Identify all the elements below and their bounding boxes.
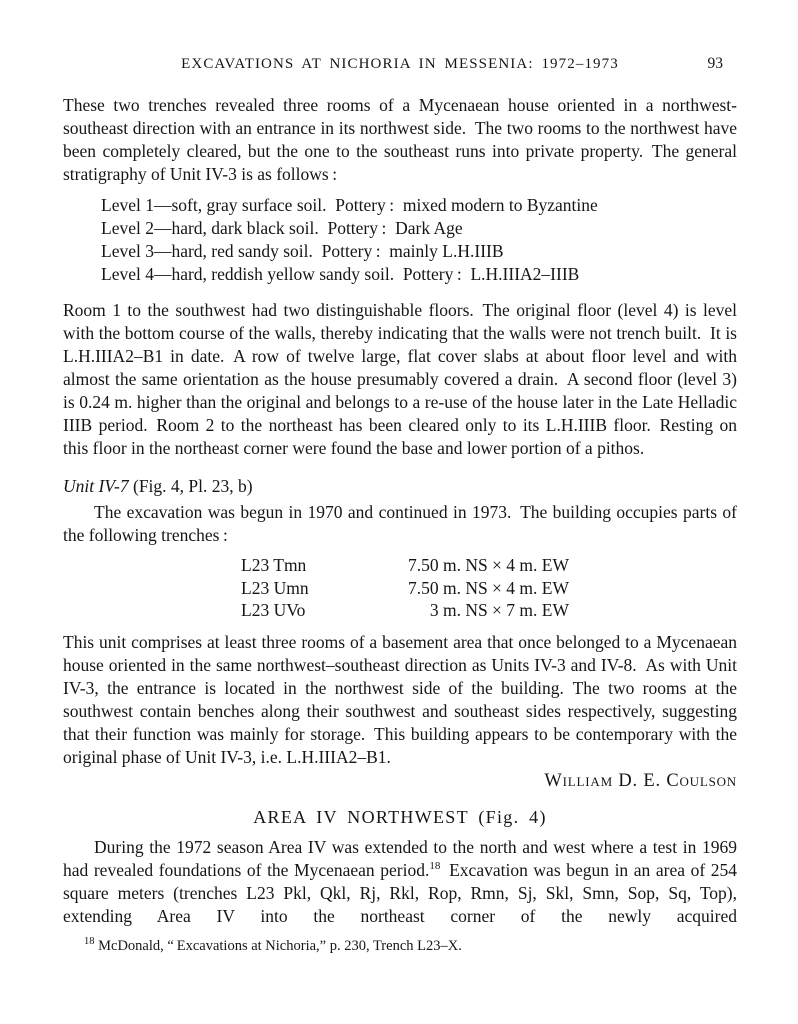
page-content: [63, 55, 737, 956]
paragraph-area-northwest: [63, 836, 737, 928]
trench-name: L23 UVo: [241, 600, 306, 620]
paragraph-area-text-continued: Excavation was begun in an area of 254 square meters (trenches L23 Pkl, Qkl, Rj, Rkl, Rop, Rmn, Sj, Skl, Smn, Sop, Sq, Top), extending Area IV into the northeast corner of the newly acquired: [63, 859, 737, 926]
table-row: [241, 577, 737, 600]
list-item-level-1: Level 1—soft, gray surface soil. Pottery : mixed modern to Byzantine: [101, 195, 598, 215]
author-signature: William D. E. Coulson: [544, 770, 737, 791]
section-heading: AREA IV NORTHWEST (Fig. 4): [253, 806, 547, 827]
unit-figure-reference: (Fig. 4, Pl. 23, b): [128, 476, 253, 496]
trench-table: [241, 554, 737, 622]
paragraph-unit-description: This unit comprises at least three rooms of a basement area that once belonged to a Mycenaean house oriented in the same northwest–southeast direction as Units IV-3 and IV-8. As with Unit IV-3, the entrance is located in the northwest side of the building. The two rooms at the southwest contain benches along their southwest and southeast sides respectively, suggesting that their function was mainly for storage. This building appears to be contemporary with the original phase of Unit IV-3, i.e. L.H.IIIA2–B1.: [63, 631, 737, 767]
running-title: EXCAVATIONS AT NICHORIA IN MESSENIA: 1972–1973: [181, 56, 619, 72]
trench-name: L23 Tmn: [241, 555, 307, 575]
trench-name: L23 Umn: [241, 577, 309, 598]
running-head: [63, 55, 737, 73]
trench-dimensions: 7.50 m. NS × 4 m. EW: [407, 555, 569, 575]
paragraph-intro: These two trenches revealed three rooms of a Mycenaean house oriented in a northwest-southeast direction with an entrance in its northwest side. The two rooms to the northwest have been completely cleared, but the one to the southeast runs into private property. The general stratigraphy of Unit IV-3 is as follows :: [63, 95, 737, 184]
list-item-level-4: Level 4—hard, reddish yellow sandy soil. Pottery : L.H.IIIA2–IIIB: [101, 264, 580, 284]
table-row: [241, 554, 737, 577]
table-row: [241, 599, 737, 622]
unit-heading: [63, 475, 737, 498]
stratigraphy-list: [101, 194, 737, 286]
footnote: [63, 937, 737, 956]
unit-title: Unit IV-7: [63, 476, 129, 496]
footnote-text: McDonald, “ Excavations at Nichoria,” p. 230, Trench L23–X.: [98, 937, 462, 954]
paragraph-area-text: During the 1972 season Area IV was extended to the north and west where a test in 1969 had revealed foundations of the Mycenaean period.: [63, 836, 737, 880]
footnote-reference: 18: [429, 859, 441, 872]
footnote-marker: 18: [84, 935, 95, 947]
list-item-level-3: Level 3—hard, red sandy soil. Pottery : mainly L.H.IIIB: [101, 241, 504, 261]
trench-dimensions: 3 m. NS × 7 m. EW: [429, 600, 569, 620]
paragraph-room-description: Room 1 to the southwest had two distinguishable floors. The original floor (level 4) is level with the bottom course of the walls, thereby indicating that the walls were not trench built. It is L.H.IIIA2–B1 in date. A row of twelve large, flat cover slabs at about floor level and with almost the same orientation as the house presumably covered a drain. A second floor (level 3) is 0.24 m. higher than the original and belongs to a re-use of the house later in the Late Helladic IIIB period. Room 2 to the northeast has been cleared only to its L.H.IIIB floor. Resting on this floor in the northeast corner were found the base and lower portion of a pithos.: [63, 300, 737, 458]
trench-dimensions: 7.50 m. NS × 4 m. EW: [407, 577, 569, 598]
list-item-level-2: Level 2—hard, dark black soil. Pottery : Dark Age: [101, 218, 463, 238]
paragraph-excavation: The excavation was begun in 1970 and continued in 1973. The building occupies parts of the following trenches :: [63, 502, 737, 545]
page-number: 93: [707, 55, 723, 72]
